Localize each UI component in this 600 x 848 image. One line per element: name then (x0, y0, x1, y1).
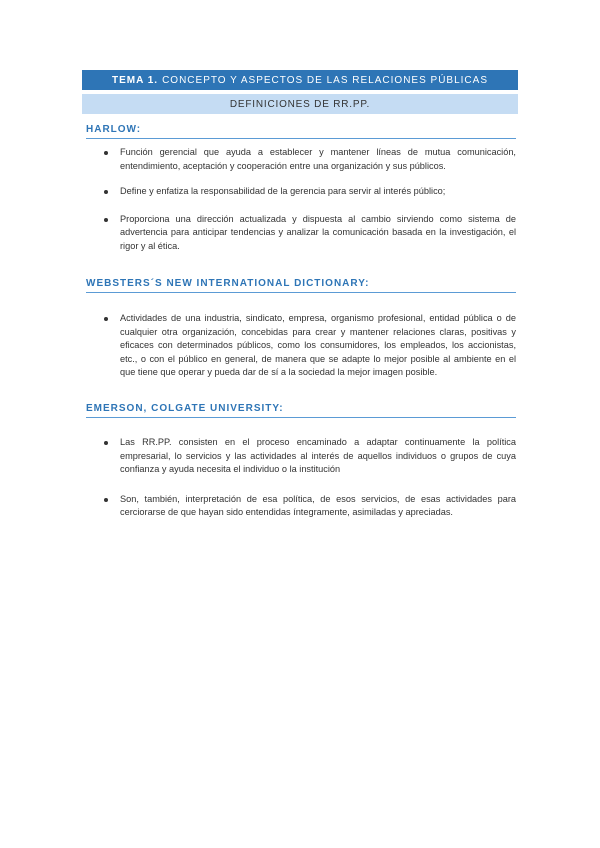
bullet-icon (104, 190, 108, 194)
list-item-text: Define y enfatiza la responsabilidad de la gerencia para servir al interés público; (120, 186, 446, 197)
definitions-subtitle-bar (82, 94, 518, 114)
bullet-icon (104, 218, 108, 222)
list-item-text: Función gerencial que ayuda a establecer y mantener líneas de mutua comunicación, entendimiento, aceptación y cooperación entre una organización y sus públicos. (120, 147, 516, 171)
list-item-text: Actividades de una industria, sindicato, empresa, organismo profesional, entidad pública o de cualquier otra organización, concebidas para crear y mantener relaciones claras, positivas y eficaces con determinados públicos, como los consumidores, los empleados, los accionistas, etc., o con el público en general, de manera que se adapte lo mejor posible al ambiente en el que tiene que operar y pueda dar de sí a la sociedad la mejor imagen posible. (120, 313, 516, 378)
list-item (100, 493, 516, 520)
bullet-icon (104, 151, 108, 155)
bullet-icon (104, 317, 108, 321)
list-item-text: Las RR.PP. consisten en el proceso encaminado a adaptar continuamente la política empresarial, lo servicios y las actividades al interés de aquellos individuos o grupos de cuya confianza y ayuda necesita el individuo o la institución (120, 437, 516, 475)
bullet-icon (104, 441, 108, 445)
list-item (100, 185, 516, 199)
bullet-icon (104, 498, 108, 502)
list-item (100, 436, 516, 477)
list-item (100, 213, 516, 254)
definitions-subtitle: DEFINICIONES DE RR.PP. (229, 98, 371, 110)
list-item-text: Proporciona una dirección actualizada y dispuesta al cambio sirviendo como sistema de advertencia para anticipar tendencias y analizar la comunicación basada en la investigación, el rigor y al ética. (120, 213, 516, 251)
topic-title-bar (82, 70, 518, 90)
list-item (100, 146, 516, 173)
list-item-text: Son, también, interpretación de esa política, de esos servicios, de esas actividades para cerciorarse de que hayan sido entendidas íntegramente, asimiladas y apreciadas. (120, 493, 516, 518)
section-heading-websters: WEBSTERS´S NEW INTERNATIONAL DICTIONARY: (86, 278, 516, 293)
list-item (100, 312, 516, 380)
harlow-definitions-list (100, 146, 516, 266)
emerson-definitions-list (100, 436, 516, 532)
topic-number: TEMA 1. (112, 74, 159, 86)
section-heading-harlow: HARLOW: (86, 124, 516, 139)
topic-title: CONCEPTO Y ASPECTOS DE LAS RELACIONES PÚBLICAS (162, 74, 488, 86)
websters-definitions-list (100, 312, 516, 392)
section-heading-emerson: EMERSON, COLGATE UNIVERSITY: (86, 403, 516, 418)
